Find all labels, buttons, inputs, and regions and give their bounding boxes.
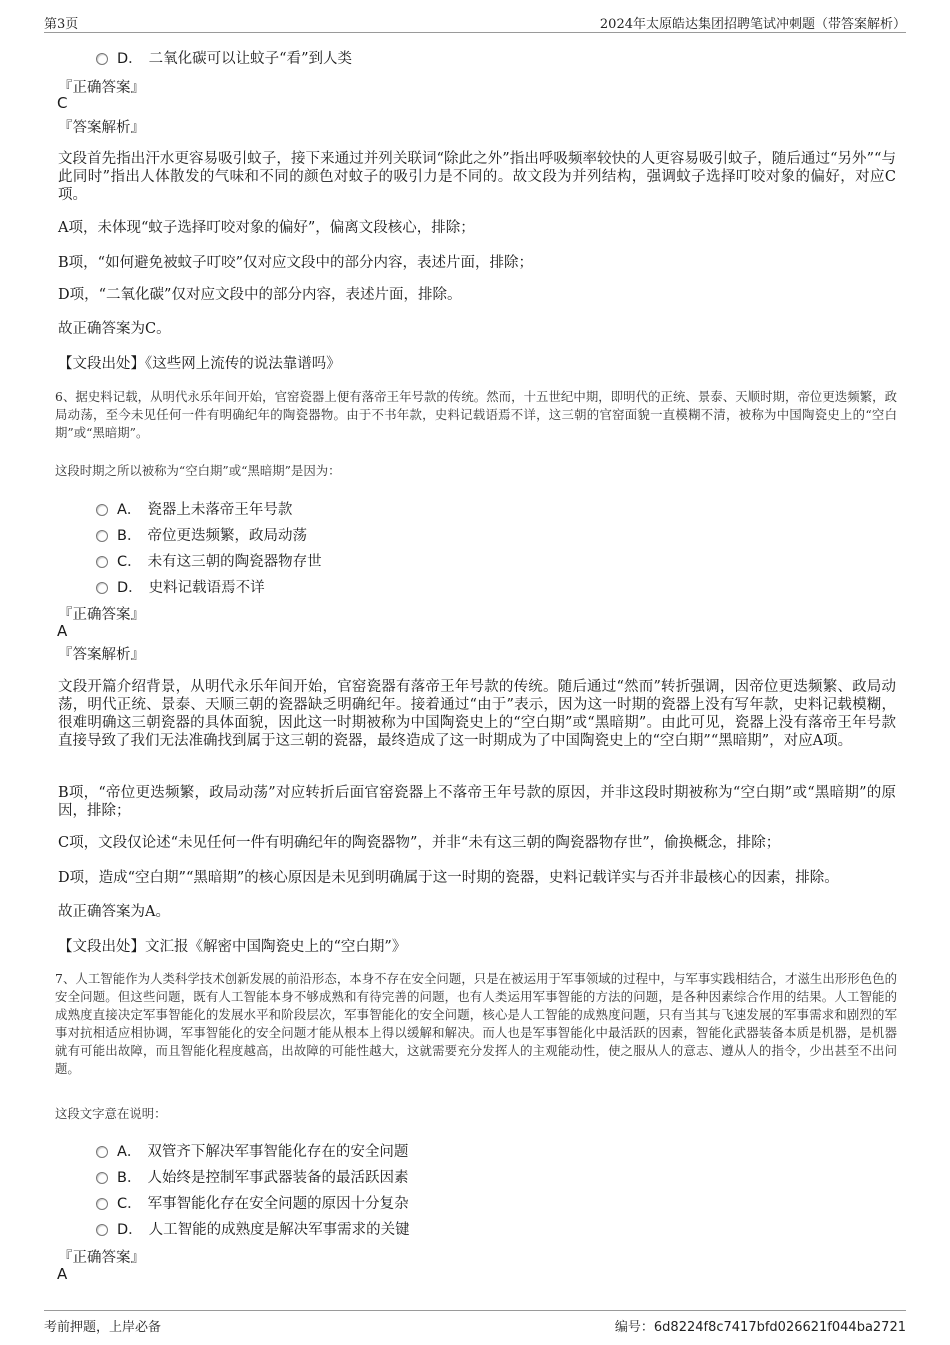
answer-label: 『正确答案』 <box>58 607 145 623</box>
analysis-paragraph: D项，造成“空白期”“黑暗期”的核心原因是未见到明确属于这一时期的瓷器，史料记载详实与否并非最核心的因素，排除。 <box>58 870 839 886</box>
question-stem: 7、人工智能作为人类科学技术创新发展的前沿形态，本身不存在安全问题，只是在被运用于军事领域的过程中，与军事实践相结合，才滋生出形形色色的安全问题。但这些问题，既有人工智能本身不够成熟和有待完善的问题，也有人类运用军事智能的方法的问题，是各种因素综合作用的结果。人工智能的成熟度直接决定军事智能化的发展水平和阶段层次，军事智能化的安全问题，核心是人工智能的成熟度问题，只有当其与飞速发展的军事需求和剧烈的军事对抗相适应相协调，军事智能化的安全问题才能从根本上得以缓解和解决。而人也是军事智能化中最活跃的因素，智能化武器装备本质是机器，是机器就有可能出故障，而且智能化程度越高，出故障的可能性越大，这就需要充分发挥人的主观能动性，使之服从人的意志、遵从人的指令，少出甚至不出问题。 <box>55 971 897 1076</box>
radio-icon[interactable] <box>96 582 108 594</box>
option-c[interactable]: C． 军事智能化存在安全问题的原因十分复杂 <box>96 1192 409 1213</box>
radio-icon[interactable] <box>96 53 108 65</box>
radio-icon[interactable] <box>96 1146 108 1158</box>
source-citation: 【文段出处】《这些网上流传的说法靠谱吗》 <box>58 356 341 372</box>
radio-icon[interactable] <box>96 504 108 516</box>
analysis-label: 『答案解析』 <box>58 647 145 663</box>
option-a[interactable]: A． 瓷器上未落帝王年号款 <box>96 498 292 519</box>
source-citation: 【文段出处】文汇报《解密中国陶瓷史上的“空白期”》 <box>58 939 407 955</box>
question-prompt: 这段时期之所以被称为“空白期”或“黑暗期”是因为： <box>55 463 341 478</box>
answer-value: C <box>57 94 68 112</box>
radio-icon[interactable] <box>96 1198 108 1210</box>
analysis-label: 『答案解析』 <box>58 120 145 136</box>
question-stem: 6、据史料记载，从明代永乐年间开始，官窑瓷器上便有落帝王年号款的传统。然而，十五世纪中期，即明代的正统、景泰、天顺时期，帝位更迭频繁，政局动荡，至今未见任何一件有明确纪年的陶瓷器物。由于不书年款，史料记载语焉不详，这三朝的官窑面貌一直模糊不清，被称为中国陶瓷史上的“空白期”或“黑暗期”。 <box>55 389 897 440</box>
answer-label: 『正确答案』 <box>58 80 145 96</box>
page-header <box>44 10 906 33</box>
radio-icon[interactable] <box>96 1224 108 1236</box>
answer-value: A <box>57 1265 68 1283</box>
option-b[interactable]: B． 帝位更迭频繁，政局动荡 <box>96 524 307 545</box>
analysis-paragraph: B项，“帝位更迭频繁，政局动荡”对应转折后面官窑瓷器上不落帝王年号款的原因，并非这段时期被称为“空白期”或“黑暗期”的原因，排除； <box>58 785 896 819</box>
analysis-paragraph: D项，“二氧化碳”仅对应文段中的部分内容，表述片面，排除。 <box>58 287 462 303</box>
analysis-paragraph: B项，“如何避免被蚊子叮咬”仅对应文段中的部分内容，表述片面，排除； <box>58 255 533 271</box>
answer-value: A <box>57 622 68 640</box>
code-label: 编号： <box>614 1320 654 1335</box>
document-title: 2024年太原皓达集团招聘笔试冲刺题（带答案解析） <box>599 17 906 32</box>
code-value: 6d8224f8c7417bfd026621f044ba2721 <box>653 1320 906 1335</box>
option-d[interactable]: D． 史料记载语焉不详 <box>96 576 265 597</box>
option-c[interactable]: C． 未有这三朝的陶瓷器物存世 <box>96 550 322 571</box>
radio-icon[interactable] <box>96 556 108 568</box>
analysis-paragraph: 文段首先指出汗水更容易吸引蚊子，接下来通过并列关联词“除此之外”指出呼吸频率较快的人更容易吸引蚊子，随后通过“另外”“与此同时”指出人体散发的气味和不同的颜色对蚊子的吸引力是不同的。故文段为并列结构，强调蚊子选择叮咬对象的偏好，对应C项。 <box>58 151 896 203</box>
radio-icon[interactable] <box>96 530 108 542</box>
analysis-paragraph: A项，未体现“蚊子选择叮咬对象的偏好”，偏离文段核心，排除； <box>58 220 475 236</box>
option-d[interactable]: D． 人工智能的成熟度是解决军事需求的关键 <box>96 1218 410 1239</box>
option-d[interactable]: D． 二氧化碳可以让蚊子“看”到人类 <box>96 47 352 68</box>
answer-label: 『正确答案』 <box>58 1250 145 1266</box>
option-b[interactable]: B． 人始终是控制军事武器装备的最活跃因素 <box>96 1166 408 1187</box>
document-code <box>615 1316 906 1335</box>
page-number: 第3页 <box>44 17 79 32</box>
page-footer <box>44 1310 906 1337</box>
analysis-paragraph: 故正确答案为C。 <box>58 321 171 337</box>
footer-slogan: 考前押题，上岸必备 <box>44 1320 162 1335</box>
analysis-paragraph: 文段开篇介绍背景，从明代永乐年间开始，官窑瓷器有落帝王年号款的传统。随后通过“然而”转折强调，因帝位更迭频繁、政局动荡，明代正统、景泰、天顺三朝的瓷器缺乏明确纪年。接着通过“由于”表示，因为这一时期的瓷器上没有写年款，史料记载模糊，很难明确这三朝瓷器的具体面貌，因此这一时期被称为中国陶瓷史上的“空白期”或“黑暗期”。由此可见，瓷器上没有落帝王年号款直接导致了我们无法准确找到属于这三朝的瓷器，最终造成了这一时期成为了中国陶瓷史上的“空白期”“黑暗期”，对应A项。 <box>58 679 896 749</box>
question-prompt: 这段文字意在说明： <box>55 1106 167 1121</box>
analysis-paragraph: C项，文段仅论述“未见任何一件有明确纪年的陶瓷器物”，并非“未有这三朝的陶瓷器物存世”，偷换概念，排除； <box>58 835 781 851</box>
option-a[interactable]: A． 双管齐下解决军事智能化存在的安全问题 <box>96 1140 408 1161</box>
radio-icon[interactable] <box>96 1172 108 1184</box>
analysis-paragraph: 故正确答案为A。 <box>58 904 170 920</box>
